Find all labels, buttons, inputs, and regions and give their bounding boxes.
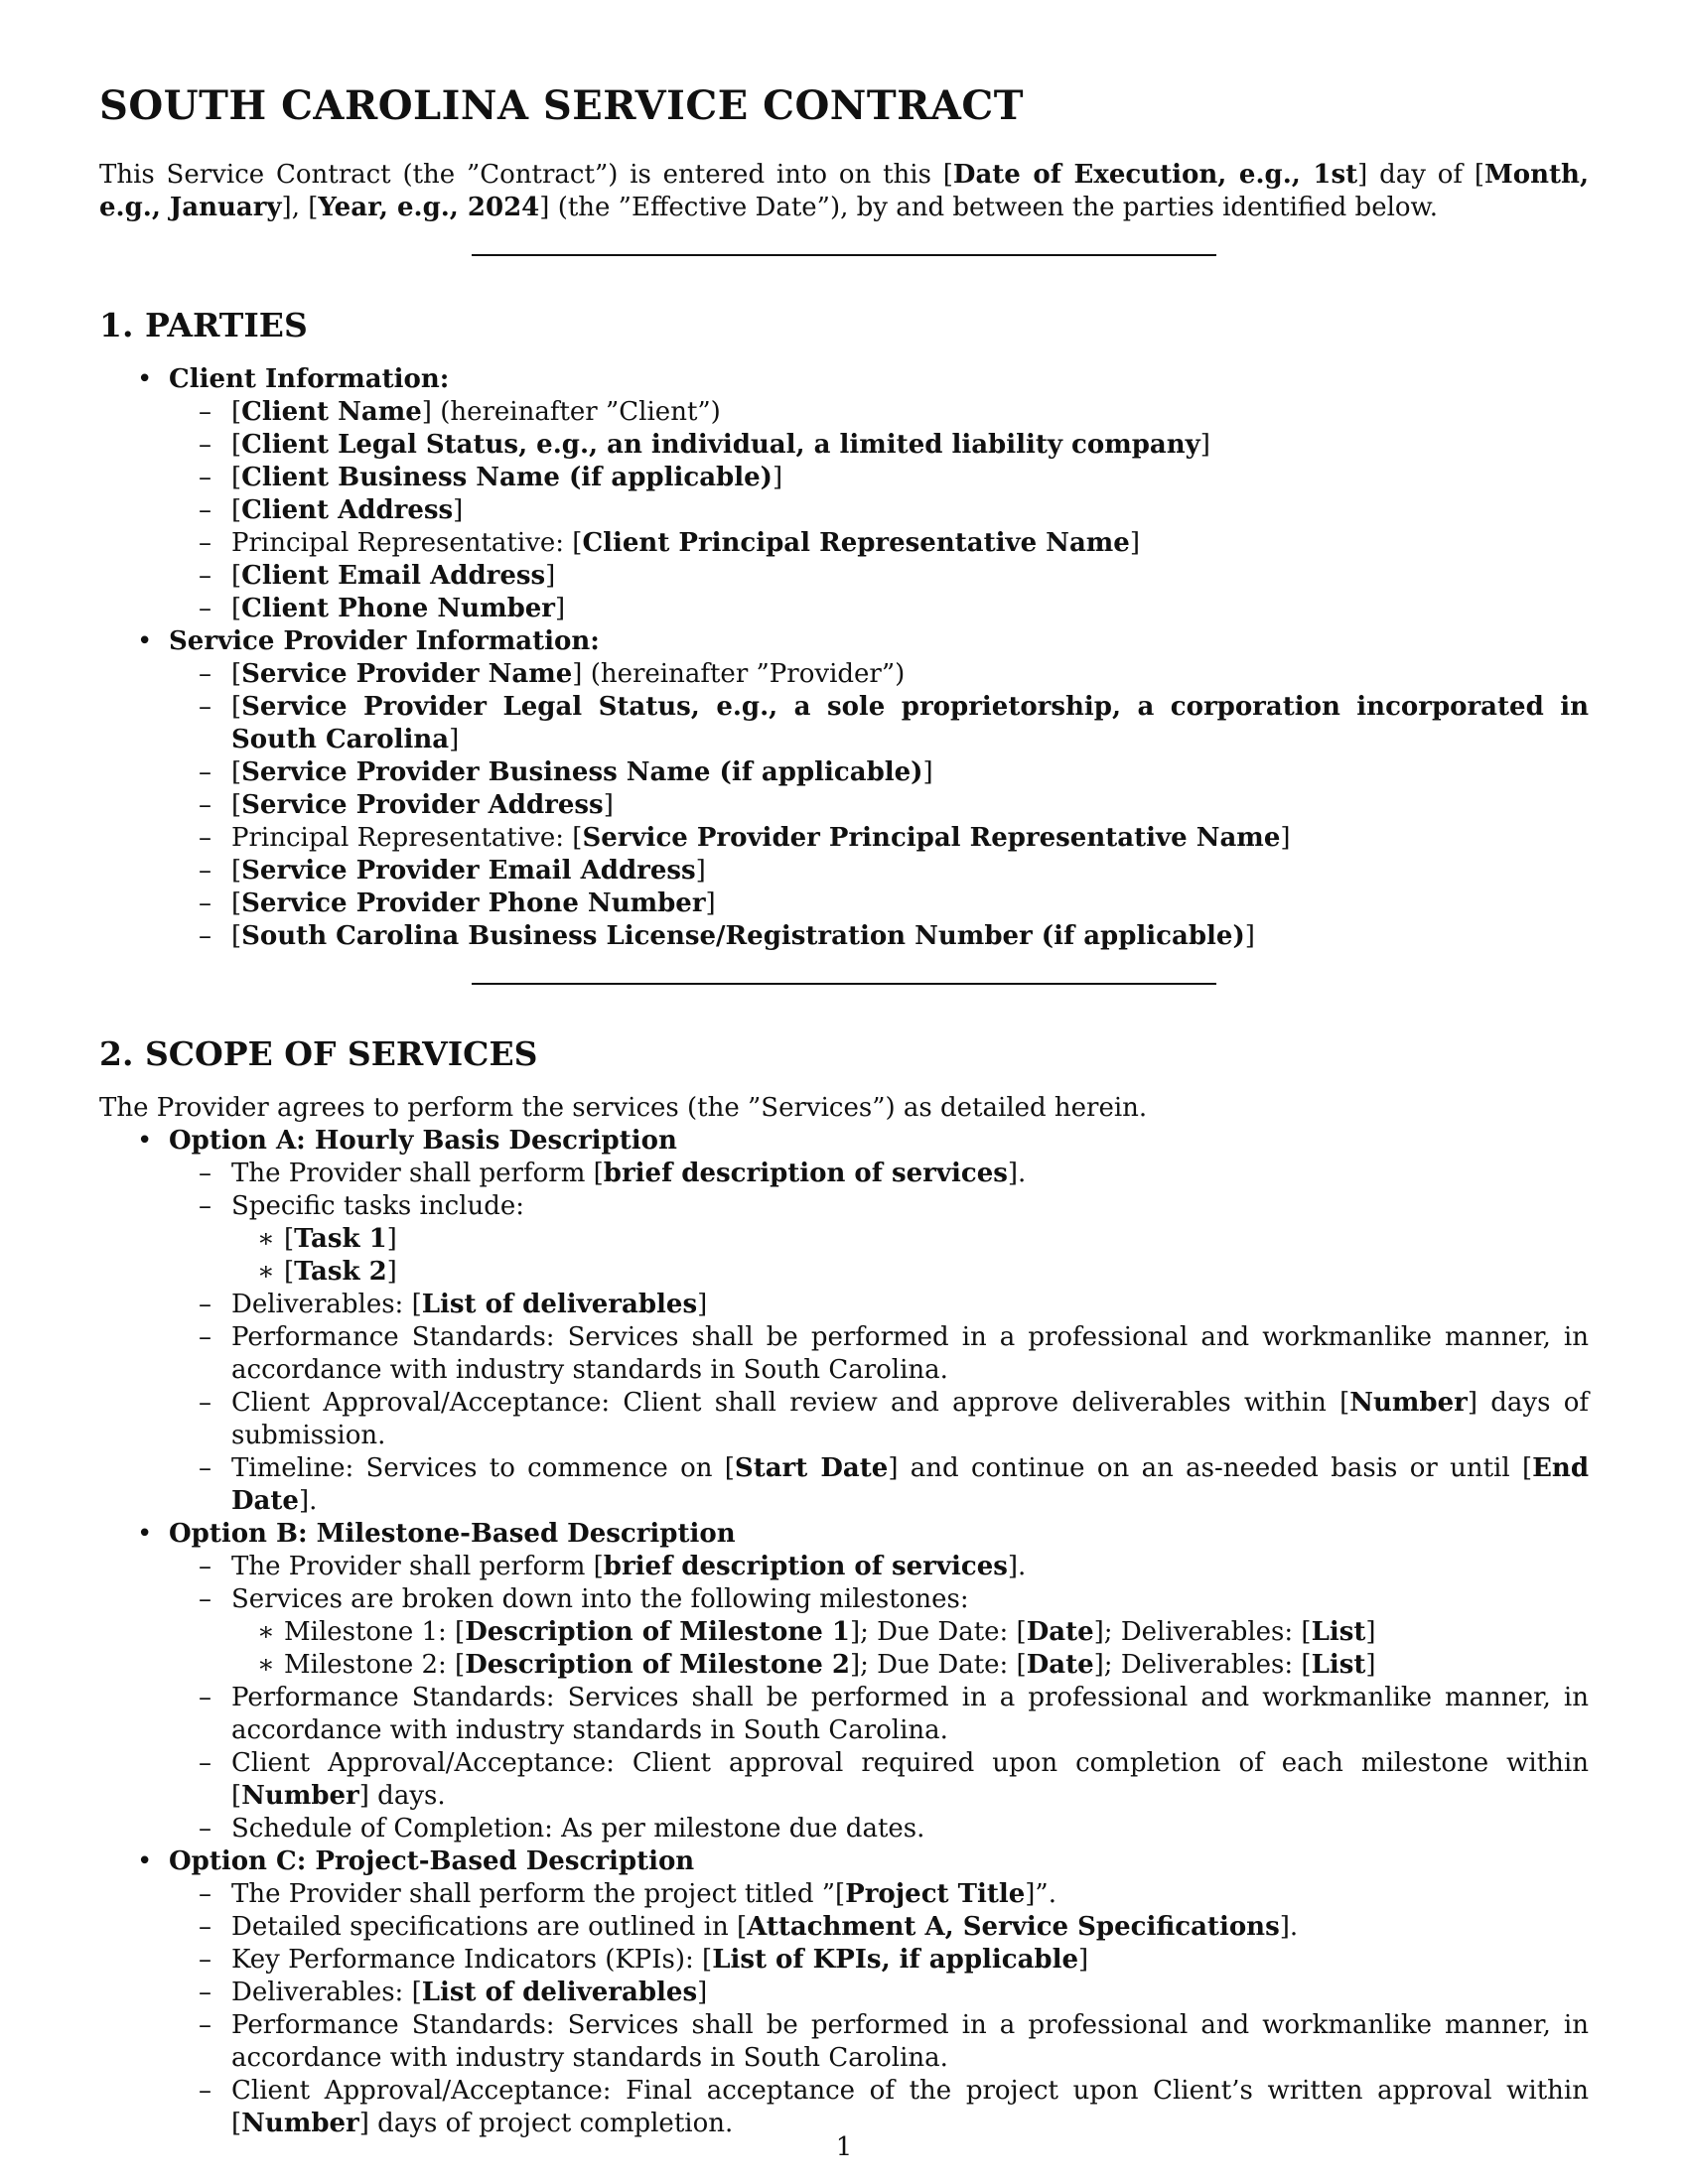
item-text: ]; Due Date: [ (849, 1617, 1027, 1647)
attachment-placeholder: Attachment A, Service Specifications (747, 1912, 1280, 1942)
client-address-placeholder: Client Address (241, 495, 454, 525)
milestone-placeholder: Description of Milestone 2 (465, 1650, 850, 1680)
list-item (169, 1387, 1589, 1452)
services-placeholder: brief description of services (603, 1552, 1008, 1581)
provider-phone-placeholder: Service Provider Phone Number (241, 888, 706, 918)
task-item: ∗ [Task 1] (231, 1223, 1589, 1256)
provider-details (169, 658, 1589, 953)
provider-email-placeholder: Service Provider Email Address (241, 856, 696, 886)
item-text: ]. (1279, 1912, 1299, 1942)
list-placeholder: List (1311, 1617, 1366, 1647)
number-placeholder: Number (241, 1781, 359, 1811)
page-number: 1 (835, 2132, 853, 2162)
option-a-label: Option A: Hourly Basis Description (169, 1126, 677, 1156)
section-divider (472, 254, 1216, 256)
item-text: ]. (298, 1486, 318, 1516)
list-item: – [Service Provider Address] (169, 789, 1589, 822)
client-information (99, 363, 1589, 625)
client-details (169, 396, 1589, 625)
list-item: – Deliverables: [List of deliverables] (169, 1289, 1589, 1321)
section-heading-scope: 2. SCOPE OF SERVICES (99, 1034, 538, 1073)
item-text: ]. (1007, 1159, 1027, 1188)
deliverables-placeholder: List of deliverables (421, 1978, 698, 2007)
item-text: ] days of submission. (231, 1388, 1590, 1450)
end-date-placeholder: End Date (231, 1453, 1590, 1516)
list-item: – Performance Standards: Services shall be performed in a professional and workmanlike manner, in accordance with industry standards in South Carolina. (169, 2009, 1589, 2075)
date-placeholder: Date of Execution, e.g., 1st (952, 160, 1358, 190)
intro-text: This Service Contract (the ”Contract”) is entered into on this [ (99, 160, 953, 190)
option-c-details (169, 1878, 1589, 2140)
item-text: Principal Representative: [ (231, 823, 583, 853)
item-text: The Provider shall perform the project titled ”[ (231, 1879, 846, 1909)
section-divider (472, 983, 1216, 985)
list-item: – Principal Representative: [Client Principal Representative Name] (169, 527, 1589, 560)
list-item (169, 1583, 1589, 1682)
document-title: SOUTH CAROLINA SERVICE CONTRACT (99, 82, 1024, 129)
option-a (99, 1125, 1589, 1518)
client-rep-placeholder: Client Principal Representative Name (582, 528, 1130, 558)
item-text: Client Approval/Acceptance: Client approval required upon completion of each milestone within [ (231, 1748, 1589, 1811)
option-b (99, 1518, 1589, 1845)
provider-business-placeholder: Service Provider Business Name (if applicable) (241, 757, 923, 787)
list-item: – Principal Representative: [Service Provider Principal Representative Name] (169, 822, 1589, 855)
list-item: – Deliverables: [List of deliverables] (169, 1977, 1589, 2009)
tasks-list (231, 1223, 1589, 1289)
list-item: – [Service Provider Name] (hereinafter ”Provider”) (169, 658, 1589, 691)
list-item: – Performance Standards: Services shall be performed in a professional and workmanlike manner, in accordance with industry standards in South Carolina. (169, 1321, 1589, 1387)
option-c (99, 1845, 1589, 2140)
provider-rep-placeholder: Service Provider Principal Representative Name (582, 823, 1281, 853)
option-b-details (169, 1551, 1589, 1845)
item-text: Milestone 2: [ (284, 1650, 466, 1680)
milestone-placeholder: Description of Milestone 1 (465, 1617, 850, 1647)
list-item (169, 1452, 1589, 1518)
intro-text: ] (the ”Effective Date”), by and between the parties identified below. (539, 193, 1438, 222)
item-text: ]”. (1025, 1879, 1056, 1909)
list-item: – [South Carolina Business License/Registration Number (if applicable)] (169, 920, 1589, 953)
list-item: – Performance Standards: Services shall be performed in a professional and workmanlike manner, in accordance with industry standards in South Carolina. (169, 1682, 1589, 1747)
item-text: Services are broken down into the following milestones: (231, 1584, 969, 1614)
item-text: ] days. (358, 1781, 446, 1811)
list-item (169, 1551, 1589, 1583)
services-placeholder: brief description of services (603, 1159, 1008, 1188)
list-item: – [Client Business Name (if applicable)] (169, 462, 1589, 494)
item-text: ] days of project completion. (358, 2109, 734, 2138)
list-item (169, 1878, 1589, 1911)
item-text: ]; Deliverables: [ (1093, 1650, 1312, 1680)
list-item (169, 1158, 1589, 1190)
date-placeholder: Date (1026, 1650, 1094, 1680)
task-placeholder: Task 2 (294, 1257, 387, 1287)
list-item (169, 1747, 1589, 1813)
list-item: – [Service Provider Legal Status, e.g., a sole proprietorship, a corporation incorporated in South Carolina] (169, 691, 1589, 756)
deliverables-placeholder: List of deliverables (421, 1290, 698, 1319)
item-text: ] (hereinafter ”Client”) (421, 397, 721, 427)
item-text: Principal Representative: [ (231, 528, 583, 558)
item-text: Client Approval/Acceptance: Client shall review and approve deliverables within [ (231, 1388, 1350, 1418)
list-item (169, 1190, 1589, 1289)
provider-information (99, 625, 1589, 953)
provider-info-label: Service Provider Information: (169, 626, 600, 656)
client-phone-placeholder: Client Phone Number (241, 594, 556, 623)
list-item (169, 2075, 1589, 2140)
intro-paragraph (99, 159, 1589, 224)
client-business-placeholder: Client Business Name (if applicable) (241, 463, 773, 492)
item-text: Key Performance Indicators (KPIs): [ (231, 1945, 713, 1975)
client-name-placeholder: Client Name (241, 397, 422, 427)
parties-list (99, 363, 1589, 953)
milestone-item: ∗ Milestone 1: [Description of Milestone 1]; Due Date: [Date]; Deliverables: [List] (231, 1616, 1589, 1649)
list-item: – [Client Email Address] (169, 560, 1589, 593)
provider-name-placeholder: Service Provider Name (241, 659, 573, 689)
client-legal-placeholder: Client Legal Status, e.g., an individual, a limited liability company (241, 430, 1200, 460)
item-text: Deliverables: [ (231, 1978, 422, 2007)
item-text: ]; Deliverables: [ (1093, 1617, 1312, 1647)
option-a-details (169, 1158, 1589, 1518)
list-item: – [Service Provider Business Name (if applicable)] (169, 756, 1589, 789)
kpi-placeholder: List of KPIs, if applicable (712, 1945, 1079, 1975)
list-item: – [Client Phone Number] (169, 593, 1589, 625)
start-date-placeholder: Start Date (734, 1453, 889, 1483)
item-text: Timeline: Services to commence on [ (231, 1453, 735, 1483)
item-text: Client Approval/Acceptance: Final acceptance of the project upon Client’s written approval within [ (231, 2076, 1589, 2138)
milestones-list (231, 1616, 1589, 1682)
task-item: ∗ [Task 2] (231, 1256, 1589, 1289)
item-text: ]; Due Date: [ (849, 1650, 1027, 1680)
client-info-label: Client Information: (169, 364, 450, 394)
number-placeholder: Number (241, 2109, 359, 2138)
section-heading-parties: 1. PARTIES (99, 306, 308, 344)
date-placeholder: Date (1026, 1617, 1094, 1647)
list-item: – Schedule of Completion: As per milestone due dates. (169, 1813, 1589, 1845)
item-text: Detailed specifications are outlined in [ (231, 1912, 748, 1942)
list-item: – Key Performance Indicators (KPIs): [List of KPIs, if applicable] (169, 1944, 1589, 1977)
list-item: – [Service Provider Email Address] (169, 855, 1589, 887)
list-item: – [Client Legal Status, e.g., an individual, a limited liability company] (169, 429, 1589, 462)
item-text: The Provider shall perform [ (231, 1159, 604, 1188)
intro-text: ], [ (281, 193, 319, 222)
option-c-label: Option C: Project-Based Description (169, 1846, 695, 1876)
client-email-placeholder: Client Email Address (241, 561, 546, 591)
list-item: – [Client Name] (hereinafter ”Client”) (169, 396, 1589, 429)
provider-address-placeholder: Service Provider Address (241, 790, 604, 820)
scope-options-list (99, 1125, 1589, 2140)
item-text: Milestone 1: [ (284, 1617, 466, 1647)
intro-text: ] day of [ (1357, 160, 1484, 190)
list-placeholder: List (1311, 1650, 1366, 1680)
item-text: ] (hereinafter ”Provider”) (572, 659, 906, 689)
month-placeholder: Month, e.g., January (99, 160, 1589, 222)
year-placeholder: Year, e.g., 2024 (318, 193, 540, 222)
item-text: The Provider shall perform [ (231, 1552, 604, 1581)
milestone-item: ∗ Milestone 2: [Description of Milestone 2]; Due Date: [Date]; Deliverables: [List] (231, 1649, 1589, 1682)
list-item: – [Service Provider Phone Number] (169, 887, 1589, 920)
item-text: ] and continue on an as-needed basis or until [ (888, 1453, 1533, 1483)
number-placeholder: Number (1349, 1388, 1468, 1418)
task-placeholder: Task 1 (294, 1224, 387, 1254)
provider-license-placeholder: South Carolina Business License/Registration Number (if applicable) (241, 921, 1245, 951)
item-text: ]. (1007, 1552, 1027, 1581)
item-text: Deliverables: [ (231, 1290, 422, 1319)
option-b-label: Option B: Milestone-Based Description (169, 1519, 736, 1549)
scope-intro: The Provider agrees to perform the services (the ”Services”) as detailed herein. (99, 1093, 1148, 1123)
provider-legal-placeholder: Service Provider Legal Status, e.g., a sole proprietorship, a corporation incorporated in South Carolina (231, 692, 1589, 754)
project-title-placeholder: Project Title (845, 1879, 1026, 1909)
list-item (169, 1911, 1589, 1944)
item-text: Specific tasks include: (231, 1191, 525, 1221)
list-item: – [Client Address] (169, 494, 1589, 527)
